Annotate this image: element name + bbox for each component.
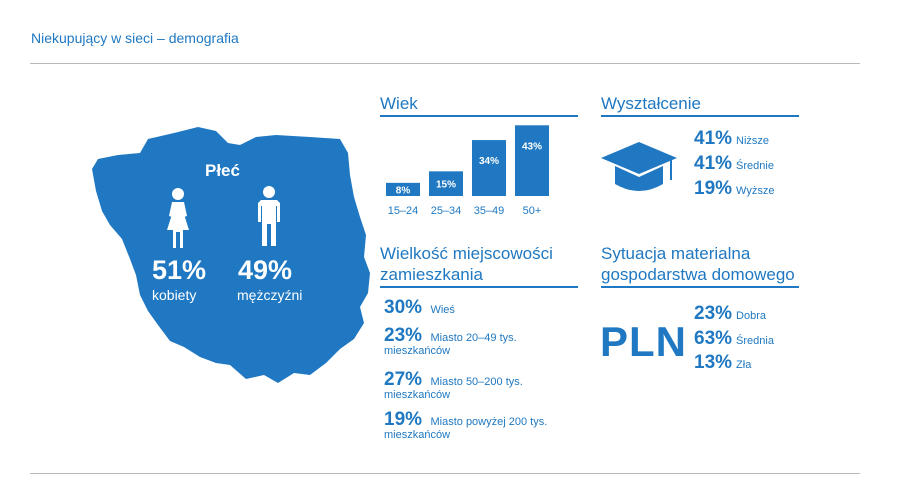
bottom-divider — [30, 473, 860, 474]
material-pct: 23% — [694, 303, 733, 324]
age-title: Wiek — [380, 94, 418, 113]
education-pct: 41% — [694, 128, 733, 149]
material-rule — [601, 286, 799, 288]
education-title: Wyształcenie — [601, 94, 701, 113]
material-title-line2: gospodarstwa domowego — [601, 265, 795, 284]
location-title-line1: Wielkość miejscowości — [380, 244, 553, 263]
location-label: Miasto powyżej 200 tys. — [430, 416, 548, 428]
female-label: kobiety — [152, 287, 197, 303]
education-row — [694, 178, 774, 200]
age-bar — [515, 125, 549, 196]
male-icon — [254, 186, 284, 248]
material-pct: 63% — [694, 328, 733, 349]
education-label: Niższe — [736, 135, 770, 147]
location-pct: 19% — [384, 409, 423, 430]
age-bar-value-label: 43% — [521, 141, 543, 153]
top-divider — [30, 63, 860, 64]
material-title-line1: Sytuacja materialna — [601, 244, 751, 263]
location-label-line2: mieszkańców — [384, 389, 451, 401]
age-category-label: 35–49 — [473, 205, 505, 217]
age-bar-value-label: 8% — [395, 185, 411, 197]
age-bar-value-label: 34% — [478, 156, 500, 168]
location-item — [384, 409, 584, 441]
page-title: Niekupujący w sieci – demografia — [31, 30, 239, 46]
material-pct: 13% — [694, 352, 733, 373]
location-title-line2: zamieszkania — [380, 265, 483, 284]
education-label: Wyższe — [736, 185, 775, 197]
material-row — [694, 328, 774, 350]
currency-label: PLN — [600, 318, 687, 365]
age-bar — [472, 140, 506, 196]
female-icon — [163, 188, 193, 250]
location-label: Wieś — [430, 304, 455, 316]
location-item — [384, 325, 584, 357]
age-category-label: 15–24 — [387, 205, 419, 217]
location-pct: 27% — [384, 369, 423, 390]
location-pct: 30% — [384, 297, 423, 318]
location-label: Miasto 20–49 tys. — [430, 332, 517, 344]
education-pct: 19% — [694, 178, 733, 199]
location-label-line2: mieszkańców — [384, 429, 451, 441]
material-label: Średnia — [736, 335, 774, 347]
material-row — [694, 352, 751, 374]
age-category-label: 25–34 — [430, 205, 462, 217]
education-label: Średnie — [736, 160, 774, 172]
gender-title: Płeć — [205, 161, 240, 180]
graduation-cap-icon — [601, 140, 677, 196]
material-label: Zła — [736, 359, 752, 371]
location-rule — [380, 286, 578, 288]
age-bar-value-label: 15% — [435, 179, 457, 191]
location-label: Miasto 50–200 tys. — [430, 376, 523, 388]
material-row — [694, 303, 766, 325]
location-label-line2: mieszkańców — [384, 345, 451, 357]
education-pct: 41% — [694, 153, 733, 174]
location-pct: 23% — [384, 325, 423, 346]
location-item — [384, 369, 584, 401]
male-label: mężczyźni — [237, 287, 303, 303]
age-category-label: 50+ — [522, 205, 542, 217]
age-bar-chart — [380, 112, 580, 222]
female-percent: 51% — [152, 255, 207, 285]
education-row — [694, 153, 774, 175]
male-percent: 49% — [238, 255, 293, 285]
education-row — [694, 128, 769, 150]
material-label: Dobra — [736, 310, 766, 322]
education-rule — [601, 115, 799, 117]
location-item — [384, 297, 584, 319]
